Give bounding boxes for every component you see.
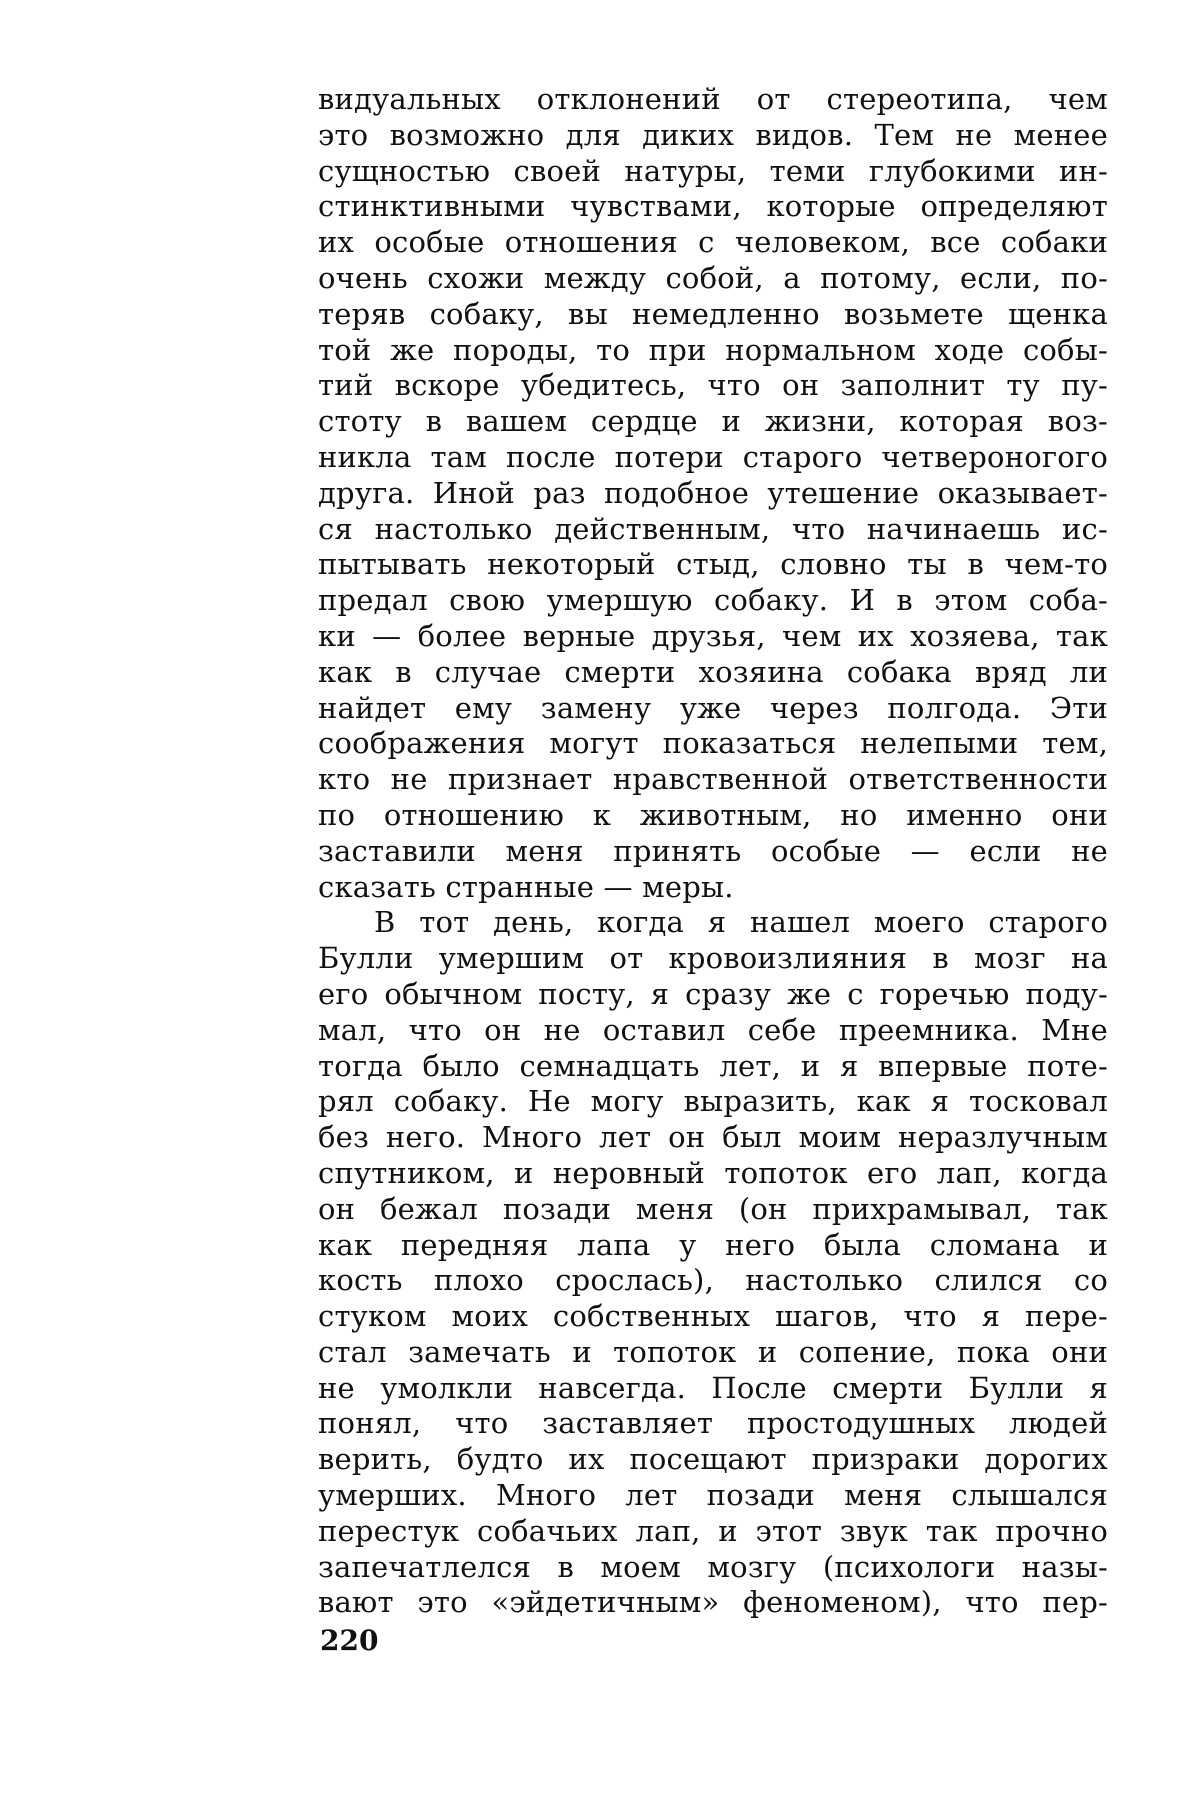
text-line: спутником, и неровный топоток его лап, когда [318, 1156, 1108, 1192]
text-line: видуальных отклонений от стереотипа, чем [318, 82, 1108, 118]
text-line: их особые отношения с человеком, все собаки [318, 225, 1108, 261]
text-line: его обычном посту, я сразу же с горечью поду- [318, 977, 1108, 1013]
text-line: В тот день, когда я нашел моего старого [318, 905, 1108, 941]
text-line: стал замечать и топоток и сопение, пока они [318, 1335, 1108, 1371]
page-number: 220 [320, 1624, 378, 1657]
text-line: тогда было семнадцать лет, и я впервые поте- [318, 1049, 1108, 1085]
text-line: как передняя лапа у него была сломана и [318, 1228, 1108, 1264]
text-line: стуком моих собственных шагов, что я пере- [318, 1299, 1108, 1335]
text-line: соображения могут показаться нелепыми тем, [318, 726, 1108, 762]
text-line: сказать странные — меры. [318, 870, 1108, 906]
text-line: ся настолько действенным, что начинаешь ис- [318, 512, 1108, 548]
text-line: кость плохо срослась), настолько слился со [318, 1263, 1108, 1299]
text-line: тий вскоре убедитесь, что он заполнит ту пу- [318, 368, 1108, 404]
text-line: не умолкли навсегда. После смерти Булли я [318, 1371, 1108, 1407]
text-line: умерших. Много лет позади меня слышался [318, 1478, 1108, 1514]
body-text [318, 82, 1108, 1621]
text-line: той же породы, то при нормальном ходе собы- [318, 333, 1108, 369]
text-line: предал свою умершую собаку. И в этом соба- [318, 583, 1108, 619]
text-line: друга. Иной раз подобное утешение оказывает- [318, 476, 1108, 512]
text-line: сущностью своей натуры, теми глубокими ин- [318, 154, 1108, 190]
text-line: верить, будто их посещают призраки дорогих [318, 1442, 1108, 1478]
text-line: вают это «эйдетичным» феноменом), что пер- [318, 1585, 1108, 1621]
text-line: это возможно для диких видов. Тем не менее [318, 118, 1108, 154]
text-line: пытывать некоторый стыд, словно ты в чем-то [318, 547, 1108, 583]
text-line: ки — более верные друзья, чем их хозяева, так [318, 619, 1108, 655]
text-line: понял, что заставляет простодушных людей [318, 1406, 1108, 1442]
book-page [0, 0, 1200, 1800]
text-line: запечатлелся в моем мозгу (психологи назы- [318, 1550, 1108, 1586]
text-line: по отношению к животным, но именно они [318, 798, 1108, 834]
text-line: без него. Много лет он был моим неразлучным [318, 1120, 1108, 1156]
text-line: очень схожи между собой, а потому, если, по- [318, 261, 1108, 297]
text-line: теряв собаку, вы немедленно возьмете щенка [318, 297, 1108, 333]
text-line: перестук собачьих лап, и этот звук так прочно [318, 1514, 1108, 1550]
text-line: заставили меня принять особые — если не [318, 834, 1108, 870]
text-line: рял собаку. Не могу выразить, как я тосковал [318, 1084, 1108, 1120]
text-line: найдет ему замену уже через полгода. Эти [318, 691, 1108, 727]
text-line: кто не признает нравственной ответственности [318, 762, 1108, 798]
text-line: стоту в вашем сердце и жизни, которая воз- [318, 404, 1108, 440]
paragraph-1 [318, 82, 1108, 905]
text-line: Булли умершим от кровоизлияния в мозг на [318, 941, 1108, 977]
text-line: он бежал позади меня (он прихрамывал, так [318, 1192, 1108, 1228]
text-line: никла там после потери старого четвероногого [318, 440, 1108, 476]
paragraph-2 [318, 905, 1108, 1621]
text-line: как в случае смерти хозяина собака вряд ли [318, 655, 1108, 691]
text-line: мал, что он не оставил себе преемника. Мне [318, 1013, 1108, 1049]
text-line: стинктивными чувствами, которые определяют [318, 189, 1108, 225]
